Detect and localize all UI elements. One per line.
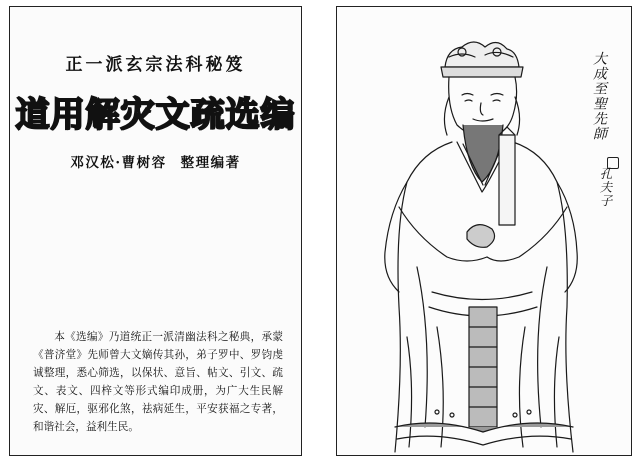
author-name: 邓汉松 <box>70 155 116 171</box>
portrait-subcaption: 孔夫子 <box>598 167 613 208</box>
portrait-caption: 大成至聖先師 <box>591 51 607 141</box>
series-title: 正一派玄宗法科秘笈 <box>65 55 246 75</box>
book-description: 本《选编》乃道统正一派清幽法科之秘典，承蒙《普济堂》先师曾大文嫡传其孙，弟子罗中、罗钧虔诚整理，悉心筛选，以保状、意旨、帖文、引文、疏文、表文、四梓文等形式编印成册，为广大生民解灾、解厄，驱邪化煞，祛病延生，平安获福之专著，和谐社会，益利生民。 <box>33 331 283 433</box>
author-name: 曹树容 <box>121 155 167 171</box>
book-title: 道用解灾文疏选编 <box>15 95 296 135</box>
confucius-portrait-illustration <box>337 7 632 456</box>
author-line: 邓汉松·曹树容 整理编著 <box>70 155 241 171</box>
frontispiece-page <box>336 6 632 456</box>
title-page <box>9 6 302 456</box>
author-role: 整理编著 <box>180 155 241 171</box>
